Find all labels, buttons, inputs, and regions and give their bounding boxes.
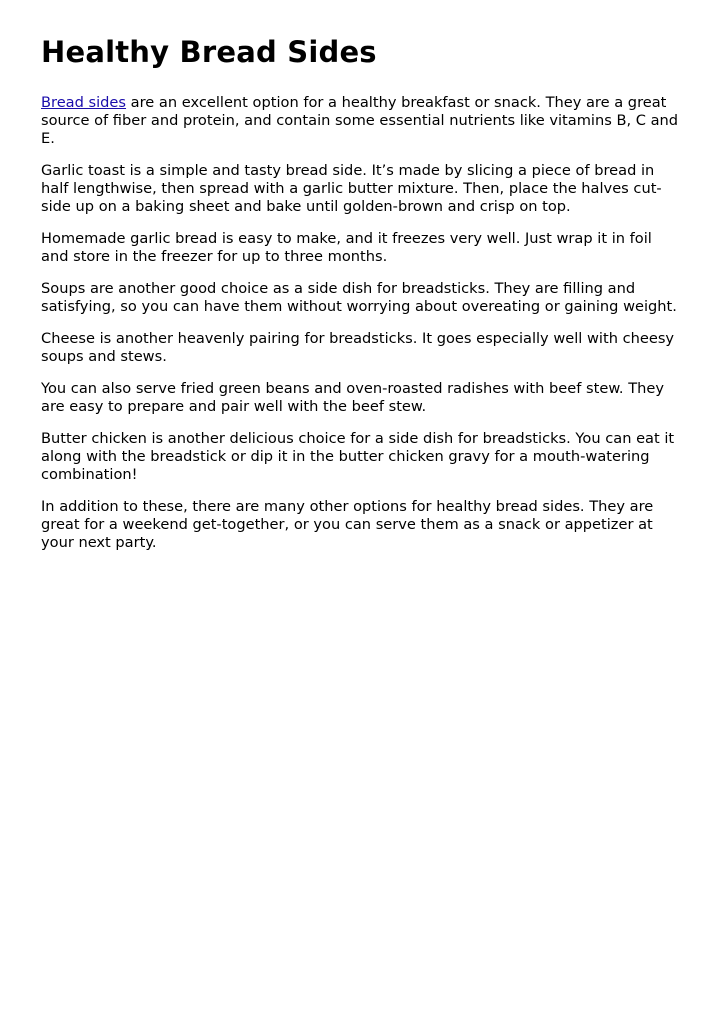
page-title: Healthy Bread Sides — [41, 35, 377, 69]
paragraph-green-beans: You can also serve fried green beans and oven-roasted radishes with beef stew. They are easy to prepare and pair well with the beef stew. — [41, 380, 664, 415]
paragraph-butter-chicken: Butter chicken is another delicious choice for a side dish for breadsticks. You can eat it along with the breadstick or dip it in the butter chicken gravy for a mouth-watering combination! — [41, 430, 675, 483]
bread-sides-link[interactable]: Bread sides — [41, 94, 127, 111]
paragraph-cheese: Cheese is another heavenly pairing for breadsticks. It goes especially well with cheesy soups and stews. — [41, 330, 675, 365]
paragraph-soups: Soups are another good choice as a side dish for breadsticks. They are filling and satisfying, so you can have them without worrying about overeating or gaining weight. — [41, 280, 677, 315]
paragraph-conclusion: In addition to these, there are many other options for healthy bread sides. They are great for a weekend get-together, or you can serve them as a snack or appetizer at your next party. — [41, 498, 654, 551]
intro-text: are an excellent option for a healthy breakfast or snack. They are a great source of fiber and protein, and contain some essential nutrients like vitamins B, C and E. — [41, 94, 679, 147]
paragraph-garlic-toast: Garlic toast is a simple and tasty bread side. It’s made by slicing a piece of bread in half lengthwise, then spread with a garlic butter mixture. Then, place the halves cut-side up on a baking sheet and bake until golden-brown and crisp on top. — [41, 162, 662, 215]
paragraph-garlic-bread: Homemade garlic bread is easy to make, and it freezes very well. Just wrap it in foil and store in the freezer for up to three months. — [41, 230, 652, 265]
intro-paragraph — [41, 94, 680, 148]
